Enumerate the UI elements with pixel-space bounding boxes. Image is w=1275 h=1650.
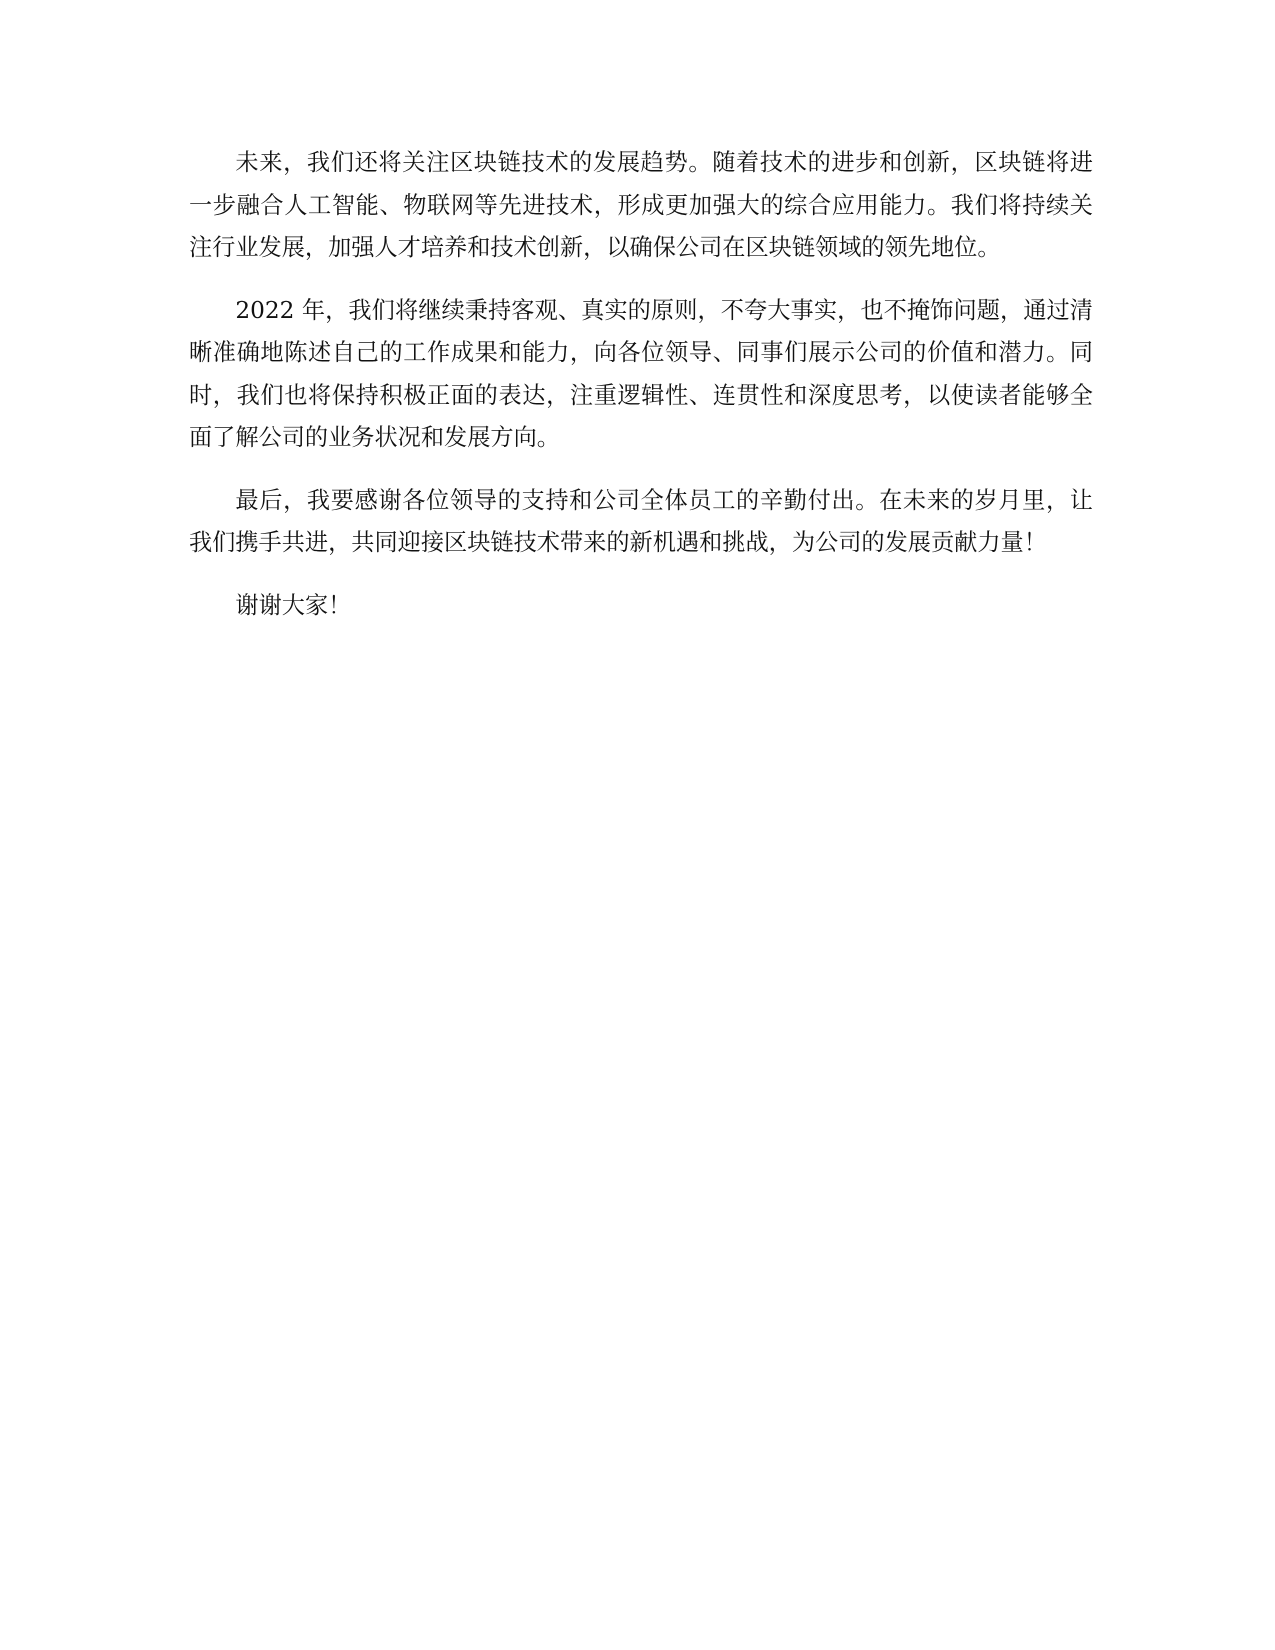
paragraph-closing: 谢谢大家！ <box>235 591 352 619</box>
paragraph-thanks-and-outlook: 最后，我要感谢各位领导的支持和公司全体员工的辛勤付出。在未来的岁月里，让我们携手共进，共同迎接区块链技术带来的新机遇和挑战，为公司的发展贡献力量！ <box>189 486 1093 556</box>
paragraph-future-trends: 未来，我们还将关注区块链技术的发展趋势。随着技术的进步和创新，区块链将进一步融合人工智能、物联网等先进技术，形成更加强大的综合应用能力。我们将持续关注行业发展，加强人才培养和技术创新，以确保公司在区块链领域的领先地位。 <box>189 149 1093 261</box>
document-body <box>189 142 1093 627</box>
paragraph-2022-principles: 2022 年，我们将继续秉持客观、真实的原则，不夸大事实，也不掩饰问题，通过清晰准确地陈述自己的工作成果和能力，向各位领导、同事们展示公司的价值和潜力。同时，我们也将保持积极正面的表达，注重逻辑性、连贯性和深度思考，以使读者能够全面了解公司的业务状况和发展方向。 <box>189 296 1093 451</box>
